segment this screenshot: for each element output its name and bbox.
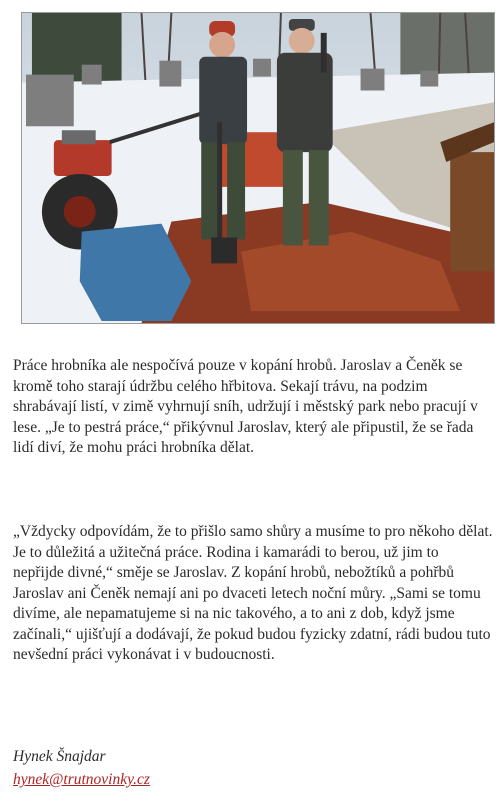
gravediggers-photo <box>22 13 494 323</box>
author-name: Hynek Šnajdar <box>13 748 106 765</box>
author-email-link[interactable]: hynek@trutnovinky.cz <box>13 771 150 788</box>
article-paragraph: Práce hrobníka ale nespočívá pouze v kopání hrobů. Jaroslav a Čeněk se kromě toho starají údržbu celého hřbitova. Sekají trávu, na podzim shrabávají listí, v zimě vyhrnují sníh, udržují i městský park nebo pracují v lese. „Je to pestrá práce,“ přikývnul Jaroslav, který ale připustil, že se řada lidí diví, že mohu práci hrobníka dělat. <box>13 357 478 456</box>
article-photo <box>21 12 495 324</box>
article-paragraph: „Vždycky odpovídám, že to přišlo samo shůry a musíme to pro někoho dělat. Je to důležitá a užitečná práce. Rodina i kamarádi to berou, už jim to nepřijde divné,“ směje se Jaroslav. Z kopání hrobů, nebožtíků a pohřbů Jaroslav ani Čeněk nemají ani po dvaceti letech noční můry. „Sami se tomu divíme, ale nepamatujeme si na nic takového, a to ani z dob, když jsme začínali,“ ujišťují a dodávají, že pokud budou fyzicky zdatní, rádi budou tuto nevšední práci vykonávat i v budoucnosti. <box>13 523 493 663</box>
